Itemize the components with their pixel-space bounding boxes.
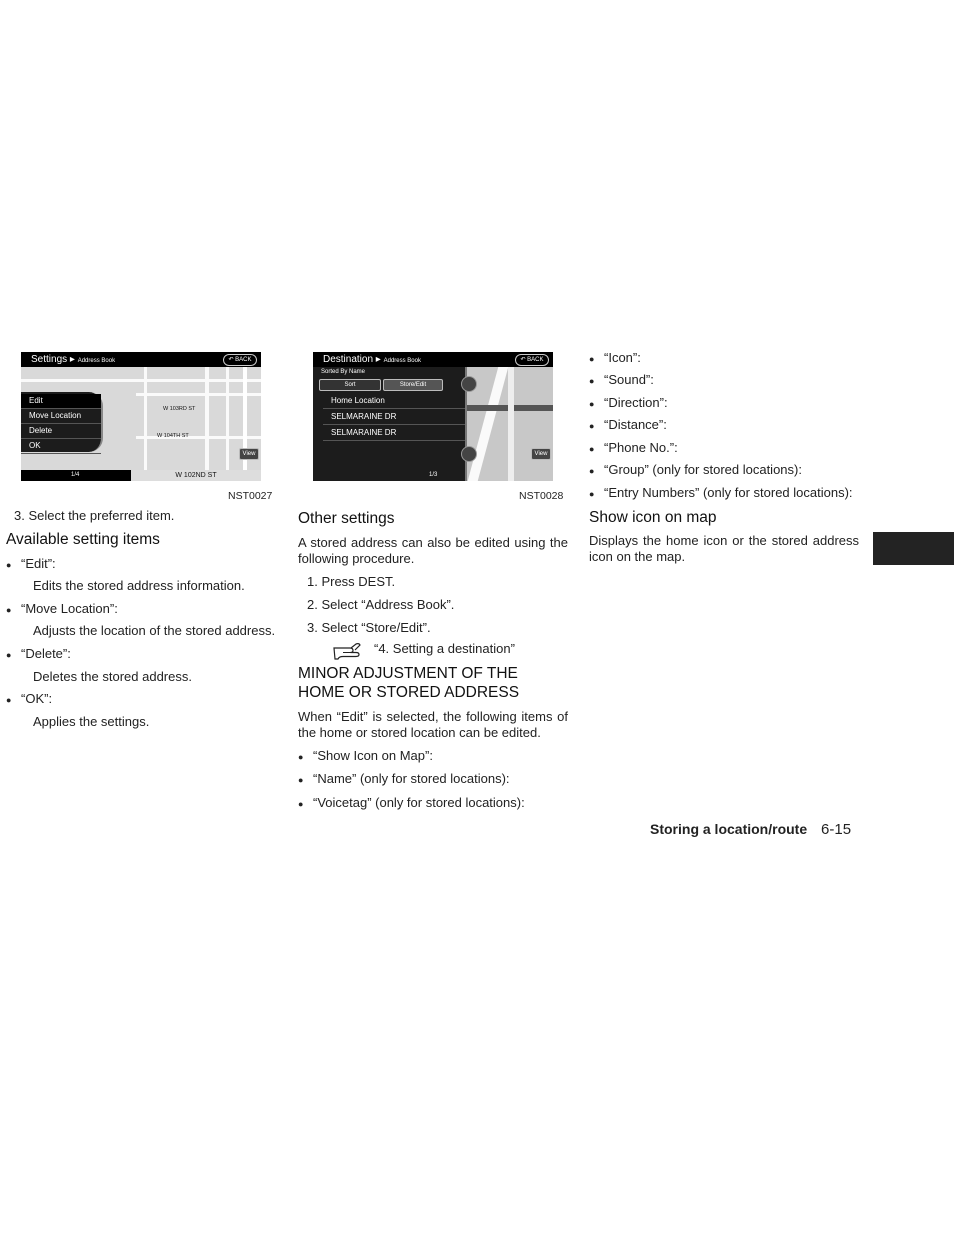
scroll-down-icon[interactable] bbox=[461, 446, 477, 462]
menu-item-edit[interactable]: Edit bbox=[21, 394, 101, 409]
item-description: Deletes the stored address. bbox=[33, 669, 192, 684]
footer bbox=[650, 821, 851, 838]
view-button[interactable]: View bbox=[531, 448, 551, 460]
store-edit-button[interactable]: Store/Edit bbox=[383, 379, 443, 391]
sorted-label: Sorted By Name bbox=[321, 369, 366, 375]
step-3: 3. Select “Store/Edit”. bbox=[307, 620, 431, 635]
destination-screenshot bbox=[313, 352, 553, 481]
list-item: ● “Distance”: bbox=[604, 417, 667, 433]
chapter-tab bbox=[873, 532, 954, 565]
screen-title: Settings bbox=[31, 354, 68, 365]
page-indicator: 1/3 bbox=[429, 472, 438, 478]
menu-item-delete[interactable]: Delete bbox=[21, 424, 101, 439]
list-item: ● “Name” (only for stored locations): bbox=[313, 771, 510, 787]
street-label: W 103RD ST bbox=[163, 406, 196, 412]
step-3: 3. Select the preferred item. bbox=[14, 508, 175, 523]
item-description: Adjusts the location of the stored address. bbox=[33, 623, 276, 638]
street-label: W 104TH ST bbox=[157, 433, 189, 439]
list-item: ● “Delete”: bbox=[21, 646, 71, 662]
status-strip bbox=[21, 470, 131, 481]
list-item: ● “OK”: bbox=[21, 691, 52, 707]
back-button[interactable]: ↶ BACK bbox=[223, 354, 257, 366]
section-heading-line2: HOME OR STORED ADDRESS bbox=[298, 684, 520, 701]
screen-subtitle: Address Book bbox=[77, 358, 116, 364]
page-number: 6-15 bbox=[821, 821, 852, 838]
list-item[interactable]: Home Location bbox=[323, 394, 465, 409]
footer-section: Storing a location/route bbox=[650, 821, 808, 837]
list-item: ● “Sound”: bbox=[604, 372, 654, 388]
list-panel bbox=[313, 367, 467, 481]
list-item: ● “Voicetag” (only for stored locations): bbox=[313, 795, 525, 811]
menu-panel bbox=[21, 392, 103, 452]
title-bar: Settings ▸ Address Book bbox=[21, 352, 261, 367]
menu-item-move-location[interactable]: Move Location bbox=[21, 409, 101, 424]
list-item: ● “Phone No.”: bbox=[604, 440, 678, 456]
section-heading: Other settings bbox=[298, 510, 395, 527]
step-2: 2. Select “Address Book”. bbox=[307, 597, 455, 612]
list-item[interactable]: SELMARAINE DR bbox=[323, 426, 465, 441]
figure-caption: NST0027 bbox=[228, 490, 273, 502]
screen-title: Destination bbox=[323, 354, 374, 365]
scroll-up-icon[interactable] bbox=[461, 376, 477, 392]
paragraph: When “Edit” is selected, the following items of the home or stored location can be edited. bbox=[298, 709, 568, 740]
section-heading: Available setting items bbox=[6, 531, 160, 548]
screen-subtitle: Address Book bbox=[383, 358, 421, 364]
list-item: ● “Edit”: bbox=[21, 556, 56, 572]
title-bar: Destination ▸ Address Book bbox=[313, 352, 553, 367]
sort-button[interactable]: Sort bbox=[319, 379, 381, 391]
page-indicator: 1/4 bbox=[71, 472, 80, 478]
cross-reference: “4. Setting a destination” bbox=[374, 641, 515, 656]
item-description: Edits the stored address information. bbox=[33, 578, 245, 593]
list-item[interactable]: SELMARAINE DR bbox=[323, 410, 465, 425]
paragraph: A stored address can also be edited using the following procedure. bbox=[298, 535, 568, 566]
list-item: ● “Direction”: bbox=[604, 395, 668, 411]
section-heading-line1: MINOR ADJUSTMENT OF THE bbox=[298, 665, 518, 682]
step-1: 1. Press DEST. bbox=[307, 574, 396, 589]
list-item: ● “Group” (only for stored locations): bbox=[604, 462, 802, 478]
section-heading: Show icon on map bbox=[589, 509, 717, 526]
list-item: ● “Move Location”: bbox=[21, 601, 118, 617]
list-item: ● “Show Icon on Map”: bbox=[313, 748, 433, 764]
figure-caption: NST0028 bbox=[519, 490, 564, 502]
street-bar: W 102ND ST bbox=[131, 470, 261, 481]
settings-screenshot bbox=[21, 352, 261, 481]
menu-item-ok[interactable]: OK bbox=[21, 439, 101, 454]
list-item: ● “Entry Numbers” (only for stored locations): bbox=[604, 485, 853, 501]
list-item: ● “Icon”: bbox=[604, 350, 641, 366]
back-button[interactable]: ↶ BACK bbox=[515, 354, 549, 366]
item-description: Applies the settings. bbox=[33, 714, 150, 729]
paragraph: Displays the home icon or the stored address icon on the map. bbox=[589, 533, 859, 564]
view-button[interactable]: View bbox=[239, 448, 259, 460]
